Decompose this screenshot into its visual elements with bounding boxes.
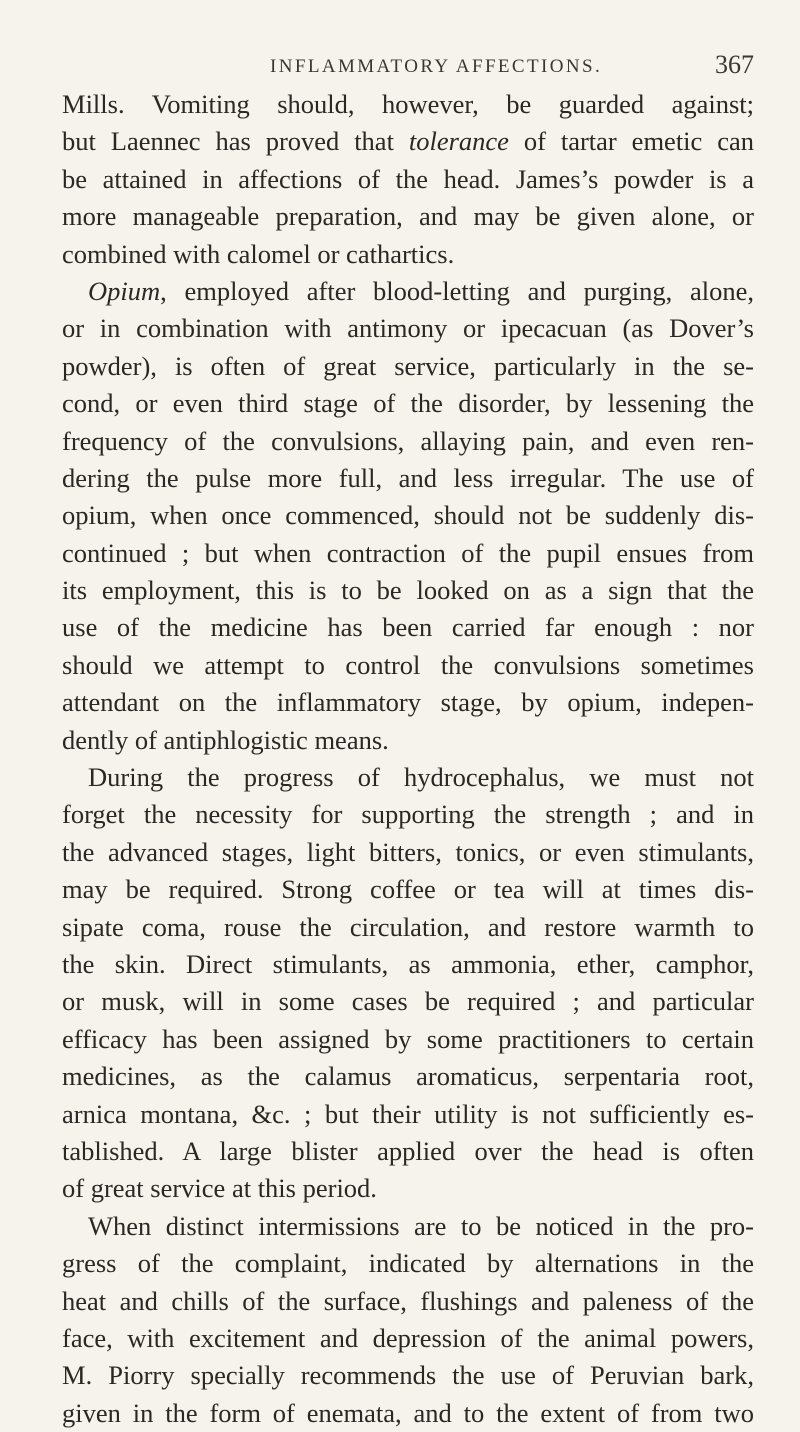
text-line: use of the medicine has been carried far enough : nor (62, 612, 754, 643)
text-line: arnica montana, &c. ; but their utility is not sufficiently es- (62, 1098, 754, 1129)
text-line: Opium, employed after blood-letting and purging, alone, (88, 275, 754, 306)
text-line: or musk, will in some cases be required ; and particular (62, 986, 754, 1017)
body-text (62, 86, 754, 1432)
text-line: may be required. Strong coffee or tea will at times dis- (62, 874, 754, 905)
text-line: When distinct intermissions are to be noticed in the pro- (88, 1210, 754, 1241)
text-line: face, with excitement and depression of the animal powers, (62, 1322, 754, 1353)
italic-term: tolerance (408, 126, 509, 157)
text-line: dering the pulse more full, and less irregular. The use of (62, 462, 754, 493)
text-line: but Laennec has proved that tolerance of tartar emetic can (62, 126, 754, 157)
text-line: efficacy has been assigned by some practitioners to certain (62, 1023, 754, 1054)
text-line: M. Piorry specially recommends the use of Peruvian bark, (62, 1360, 754, 1391)
text-line: gress of the complaint, indicated by alternations in the (62, 1248, 754, 1279)
text-line: cond, or even third stage of the disorder, by lessening the (62, 388, 754, 419)
text-line: heat and chills of the surface, flushings and paleness of the (62, 1285, 754, 1316)
text-line: be attained in affections of the head. James’s powder is a (62, 163, 754, 194)
text-line: or in combination with antimony or ipecacuan (as Dover’s (62, 313, 754, 344)
text-line: attendant on the inflammatory stage, by opium, indepen- (62, 687, 754, 718)
text-line: more manageable preparation, and may be given alone, or (62, 201, 754, 232)
text-line: tablished. A large blister applied over the head is often (62, 1135, 754, 1166)
text-line: Mills. Vomiting should, however, be guarded against; (62, 89, 754, 119)
text-line: the advanced stages, light bitters, tonics, or even stimulants, (62, 836, 754, 867)
text-line: frequency of the convulsions, allaying pain, and even ren- (62, 425, 754, 456)
italic-term: Opium (88, 275, 161, 306)
text-line: its employment, this is to be looked on as a sign that the (62, 575, 754, 606)
text-line: given in the form of enemata, and to the extent of from two (62, 1397, 754, 1428)
text-line: During the progress of hydrocephalus, we must not (88, 762, 754, 793)
page-header (62, 50, 754, 84)
text-line: sipate coma, rouse the circulation, and restore warmth to (62, 911, 754, 942)
text-line: combined with calomel or cathartics. (62, 238, 455, 269)
text-line: the skin. Direct stimulants, as ammonia, ether, camphor, (62, 948, 754, 979)
text-line: medicines, as the calamus aromaticus, serpentaria root, (62, 1061, 754, 1092)
text-line: forget the necessity for supporting the strength ; and in (62, 799, 754, 830)
text-line: powder), is often of great service, particularly in the se- (62, 350, 754, 381)
running-head: INFLAMMATORY AFFECTIONS. (270, 56, 603, 77)
text-line: continued ; but when contraction of the pupil ensues from (62, 537, 754, 568)
text-line: opium, when once commenced, should not be suddenly dis- (62, 500, 754, 531)
text-line: should we attempt to control the convulsions sometimes (62, 649, 754, 680)
text-line: of great service at this period. (62, 1173, 377, 1204)
page-number: 367 (715, 50, 754, 79)
text-line: dently of antiphlogistic means. (62, 724, 389, 755)
